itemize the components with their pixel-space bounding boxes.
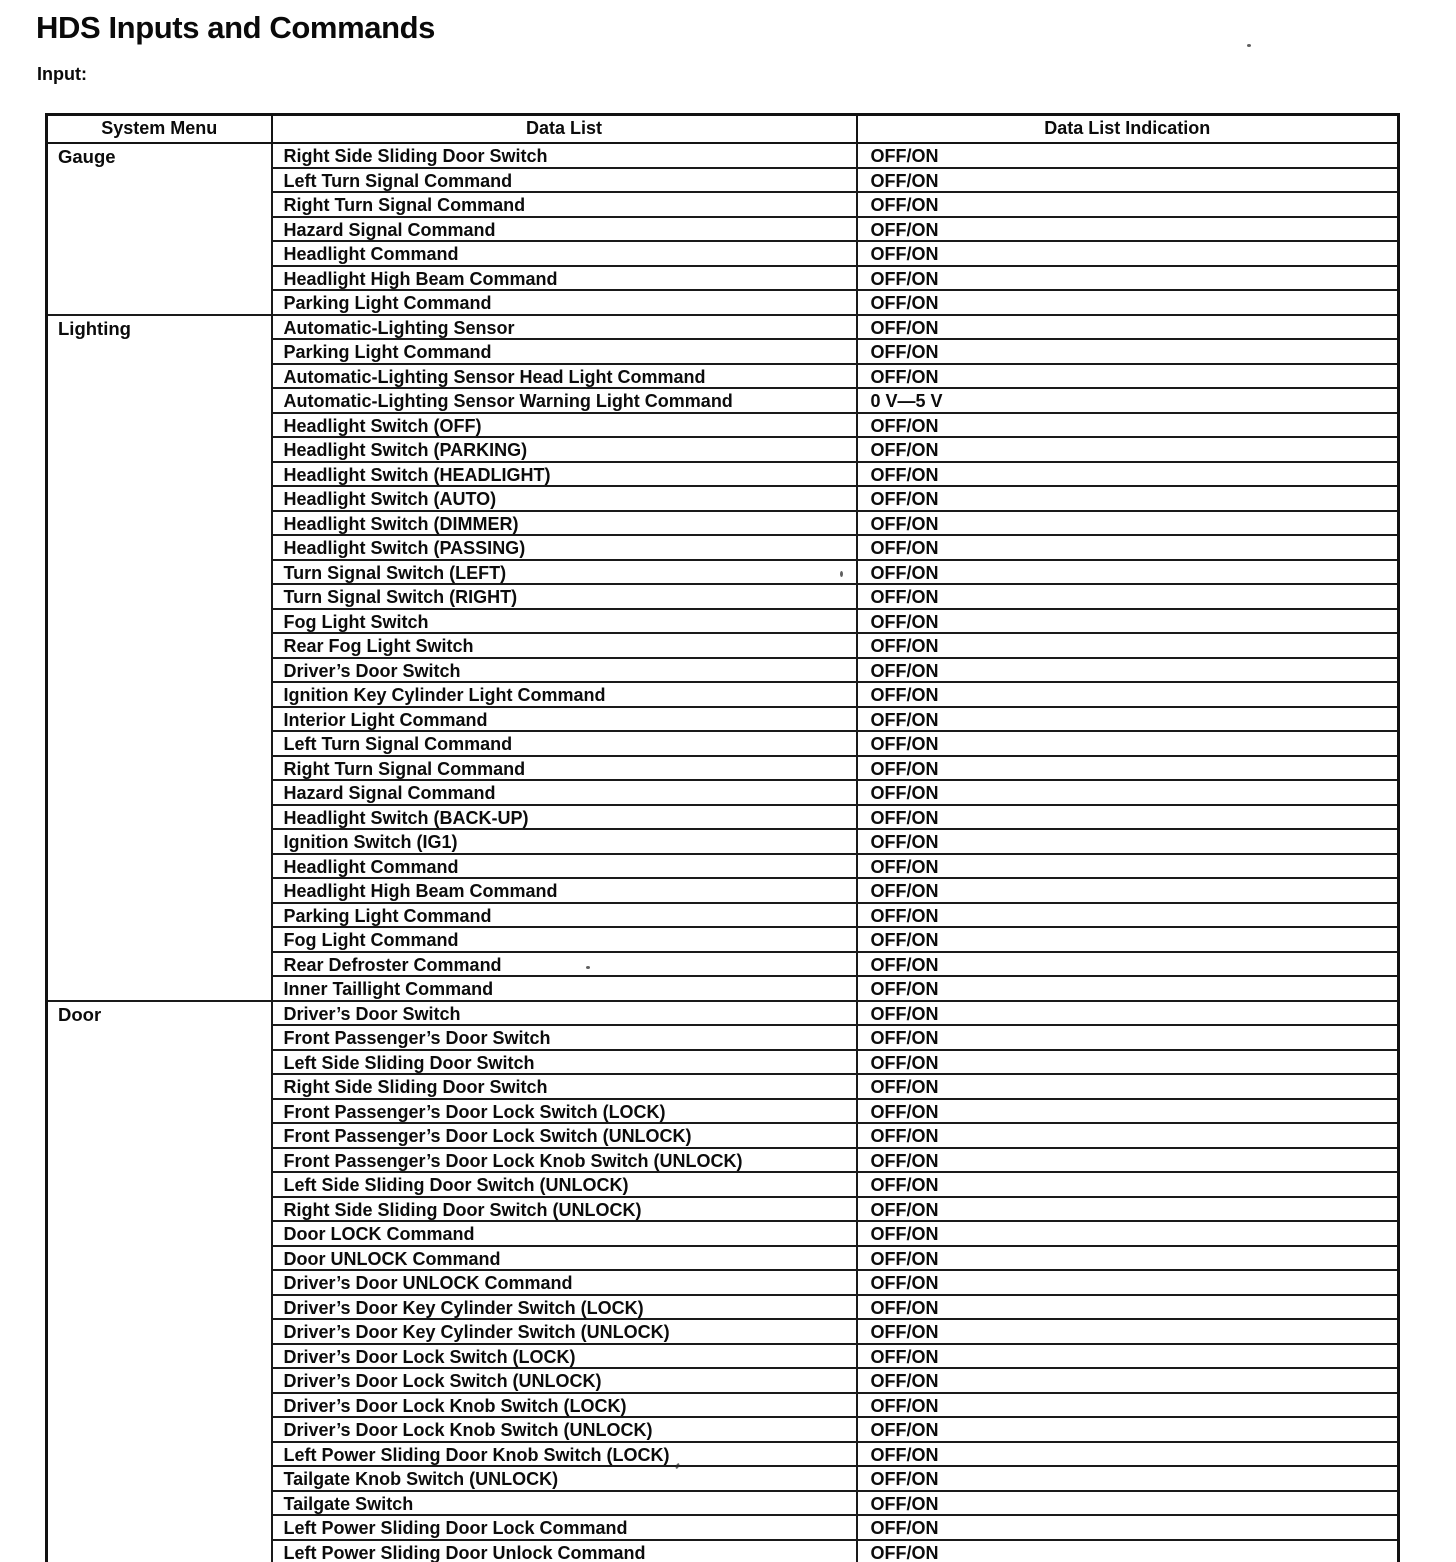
data-list-cell: Front Passenger’s Door Lock Knob Switch (UNLOCK) xyxy=(272,1148,857,1173)
data-list-indication-cell: OFF/ON xyxy=(857,1172,1399,1197)
data-list-indication-cell: OFF/ON xyxy=(857,1197,1399,1222)
data-list-cell: Headlight Switch (AUTO) xyxy=(272,486,857,511)
data-list-indication-cell: OFF/ON xyxy=(857,878,1399,903)
scan-artifact-dot xyxy=(586,966,590,969)
table-header-row xyxy=(47,115,1399,144)
data-list-indication-cell: OFF/ON xyxy=(857,952,1399,977)
data-list-cell: Headlight Switch (PASSING) xyxy=(272,535,857,560)
table-body xyxy=(47,143,1399,1562)
data-list-indication-cell: OFF/ON xyxy=(857,1442,1399,1467)
data-list-indication-cell: OFF/ON xyxy=(857,682,1399,707)
data-list-cell: Front Passenger’s Door Switch xyxy=(272,1025,857,1050)
data-list-indication-cell: OFF/ON xyxy=(857,560,1399,585)
data-list-cell: Driver’s Door Lock Knob Switch (LOCK) xyxy=(272,1393,857,1418)
data-list-cell: Left Power Sliding Door Knob Switch (LOCK) xyxy=(272,1442,857,1467)
data-list-indication-cell: OFF/ON xyxy=(857,903,1399,928)
data-list-cell: Rear Defroster Command xyxy=(272,952,857,977)
data-list-cell: Headlight Command xyxy=(272,241,857,266)
data-list-cell: Door LOCK Command xyxy=(272,1221,857,1246)
data-list-indication-cell: OFF/ON xyxy=(857,927,1399,952)
data-list-cell: Parking Light Command xyxy=(272,903,857,928)
data-list-cell: Front Passenger’s Door Lock Switch (LOCK) xyxy=(272,1099,857,1124)
data-list-indication-cell: OFF/ON xyxy=(857,805,1399,830)
data-list-indication-cell: OFF/ON xyxy=(857,780,1399,805)
data-list-indication-cell: OFF/ON xyxy=(857,364,1399,389)
input-section-label: Input: xyxy=(37,64,87,84)
data-list-indication-cell: OFF/ON xyxy=(857,609,1399,634)
data-list-cell: Tailgate Knob Switch (UNLOCK) xyxy=(272,1466,857,1491)
data-list-indication-cell: OFF/ON xyxy=(857,1123,1399,1148)
data-list-cell: Headlight High Beam Command xyxy=(272,878,857,903)
data-list-cell: Right Side Sliding Door Switch xyxy=(272,143,857,168)
table-row xyxy=(47,143,1399,168)
data-list-cell: Driver’s Door UNLOCK Command xyxy=(272,1270,857,1295)
data-list-cell: Driver’s Door Lock Knob Switch (UNLOCK) xyxy=(272,1417,857,1442)
data-list-indication-cell: OFF/ON xyxy=(857,1466,1399,1491)
data-list-cell: Driver’s Door Key Cylinder Switch (LOCK) xyxy=(272,1295,857,1320)
data-list-cell: Hazard Signal Command xyxy=(272,780,857,805)
data-list-indication-cell: OFF/ON xyxy=(857,1050,1399,1075)
data-list-indication-cell: 0 V—5 V xyxy=(857,388,1399,413)
data-list-cell: Automatic-Lighting Sensor xyxy=(272,315,857,340)
data-list-cell: Headlight High Beam Command xyxy=(272,266,857,291)
page-title: HDS Inputs and Commands xyxy=(36,10,435,45)
data-list-indication-cell: OFF/ON xyxy=(857,1001,1399,1026)
data-list-cell: Driver’s Door Lock Switch (LOCK) xyxy=(272,1344,857,1369)
data-list-cell: Fog Light Switch xyxy=(272,609,857,634)
data-list-cell: Left Turn Signal Command xyxy=(272,168,857,193)
data-list-cell: Right Turn Signal Command xyxy=(272,756,857,781)
data-list-indication-cell: OFF/ON xyxy=(857,1417,1399,1442)
data-list-indication-cell: OFF/ON xyxy=(857,168,1399,193)
data-list-indication-cell: OFF/ON xyxy=(857,339,1399,364)
data-list-cell: Left Turn Signal Command xyxy=(272,731,857,756)
column-header-data-list: Data List xyxy=(272,115,857,144)
data-list-cell: Interior Light Command xyxy=(272,707,857,732)
data-list-indication-cell: OFF/ON xyxy=(857,1295,1399,1320)
data-list-cell: Driver’s Door Lock Switch (UNLOCK) xyxy=(272,1368,857,1393)
data-list-indication-cell: OFF/ON xyxy=(857,266,1399,291)
data-list-cell: Hazard Signal Command xyxy=(272,217,857,242)
data-list-cell: Headlight Switch (HEADLIGHT) xyxy=(272,462,857,487)
data-list-cell: Left Side Sliding Door Switch (UNLOCK) xyxy=(272,1172,857,1197)
data-list-cell: Headlight Switch (PARKING) xyxy=(272,437,857,462)
data-list-indication-cell: OFF/ON xyxy=(857,1319,1399,1344)
data-list-cell: Left Power Sliding Door Lock Command xyxy=(272,1515,857,1540)
data-list-indication-cell: OFF/ON xyxy=(857,1515,1399,1540)
data-list-indication-cell: OFF/ON xyxy=(857,1368,1399,1393)
data-list-indication-cell: OFF/ON xyxy=(857,1074,1399,1099)
data-list-indication-cell: OFF/ON xyxy=(857,1491,1399,1516)
data-list-cell: Automatic-Lighting Sensor Warning Light Command xyxy=(272,388,857,413)
data-list-cell: Tailgate Switch xyxy=(272,1491,857,1516)
data-list-indication-cell: OFF/ON xyxy=(857,584,1399,609)
data-list-cell: Ignition Key Cylinder Light Command xyxy=(272,682,857,707)
data-list-indication-cell: OFF/ON xyxy=(857,854,1399,879)
data-list-indication-cell: OFF/ON xyxy=(857,829,1399,854)
data-list-cell: Driver’s Door Switch xyxy=(272,658,857,683)
data-list-cell: Front Passenger’s Door Lock Switch (UNLOCK) xyxy=(272,1123,857,1148)
data-list-indication-cell: OFF/ON xyxy=(857,1221,1399,1246)
data-list-indication-cell: OFF/ON xyxy=(857,731,1399,756)
data-list-cell: Right Turn Signal Command xyxy=(272,192,857,217)
data-list-indication-cell: OFF/ON xyxy=(857,1099,1399,1124)
data-list-indication-cell: OFF/ON xyxy=(857,143,1399,168)
data-list-indication-cell: OFF/ON xyxy=(857,658,1399,683)
hds-inputs-table xyxy=(45,113,1400,1562)
data-list-cell: Parking Light Command xyxy=(272,339,857,364)
data-list-indication-cell: OFF/ON xyxy=(857,1393,1399,1418)
system-menu-cell: Gauge xyxy=(47,143,272,315)
data-list-cell: Ignition Switch (IG1) xyxy=(272,829,857,854)
data-list-cell: Turn Signal Switch (RIGHT) xyxy=(272,584,857,609)
data-list-indication-cell: OFF/ON xyxy=(857,486,1399,511)
data-list-indication-cell: OFF/ON xyxy=(857,1270,1399,1295)
scan-artifact-dot xyxy=(840,571,843,577)
scan-artifact-dot xyxy=(1247,44,1251,47)
data-list-cell: Fog Light Command xyxy=(272,927,857,952)
data-list-indication-cell: OFF/ON xyxy=(857,1246,1399,1271)
data-list-cell: Headlight Switch (OFF) xyxy=(272,413,857,438)
data-list-indication-cell: OFF/ON xyxy=(857,756,1399,781)
data-list-cell: Right Side Sliding Door Switch (UNLOCK) xyxy=(272,1197,857,1222)
table-row xyxy=(47,1001,1399,1026)
data-list-indication-cell: OFF/ON xyxy=(857,1344,1399,1369)
data-list-cell: Headlight Switch (DIMMER) xyxy=(272,511,857,536)
data-list-cell: Parking Light Command xyxy=(272,290,857,315)
data-list-indication-cell: OFF/ON xyxy=(857,1025,1399,1050)
data-list-cell: Automatic-Lighting Sensor Head Light Command xyxy=(272,364,857,389)
data-list-indication-cell: OFF/ON xyxy=(857,707,1399,732)
column-header-data-list-indication: Data List Indication xyxy=(857,115,1399,144)
data-list-cell: Right Side Sliding Door Switch xyxy=(272,1074,857,1099)
data-list-cell: Rear Fog Light Switch xyxy=(272,633,857,658)
data-list-cell: Left Side Sliding Door Switch xyxy=(272,1050,857,1075)
data-list-indication-cell: OFF/ON xyxy=(857,315,1399,340)
data-list-indication-cell: OFF/ON xyxy=(857,241,1399,266)
system-menu-cell: Door xyxy=(47,1001,272,1562)
column-header-system-menu: System Menu xyxy=(47,115,272,144)
data-list-indication-cell: OFF/ON xyxy=(857,633,1399,658)
data-list-indication-cell: OFF/ON xyxy=(857,437,1399,462)
data-list-cell: Turn Signal Switch (LEFT) xyxy=(272,560,857,585)
data-list-cell: Door UNLOCK Command xyxy=(272,1246,857,1271)
data-list-cell: Driver’s Door Switch xyxy=(272,1001,857,1026)
data-list-indication-cell: OFF/ON xyxy=(857,217,1399,242)
data-list-indication-cell: OFF/ON xyxy=(857,192,1399,217)
data-list-indication-cell: OFF/ON xyxy=(857,413,1399,438)
data-list-cell: Left Power Sliding Door Unlock Command xyxy=(272,1540,857,1562)
data-list-indication-cell: OFF/ON xyxy=(857,976,1399,1001)
data-list-indication-cell: OFF/ON xyxy=(857,511,1399,536)
data-list-indication-cell: OFF/ON xyxy=(857,535,1399,560)
data-list-indication-cell: OFF/ON xyxy=(857,1148,1399,1173)
data-list-cell: Inner Taillight Command xyxy=(272,976,857,1001)
data-list-cell: Driver’s Door Key Cylinder Switch (UNLOCK) xyxy=(272,1319,857,1344)
system-menu-cell: Lighting xyxy=(47,315,272,1001)
data-list-indication-cell: OFF/ON xyxy=(857,290,1399,315)
data-list-cell: Headlight Command xyxy=(272,854,857,879)
table-row xyxy=(47,315,1399,340)
data-list-indication-cell: OFF/ON xyxy=(857,462,1399,487)
data-list-cell: Headlight Switch (BACK-UP) xyxy=(272,805,857,830)
data-list-indication-cell: OFF/ON xyxy=(857,1540,1399,1562)
